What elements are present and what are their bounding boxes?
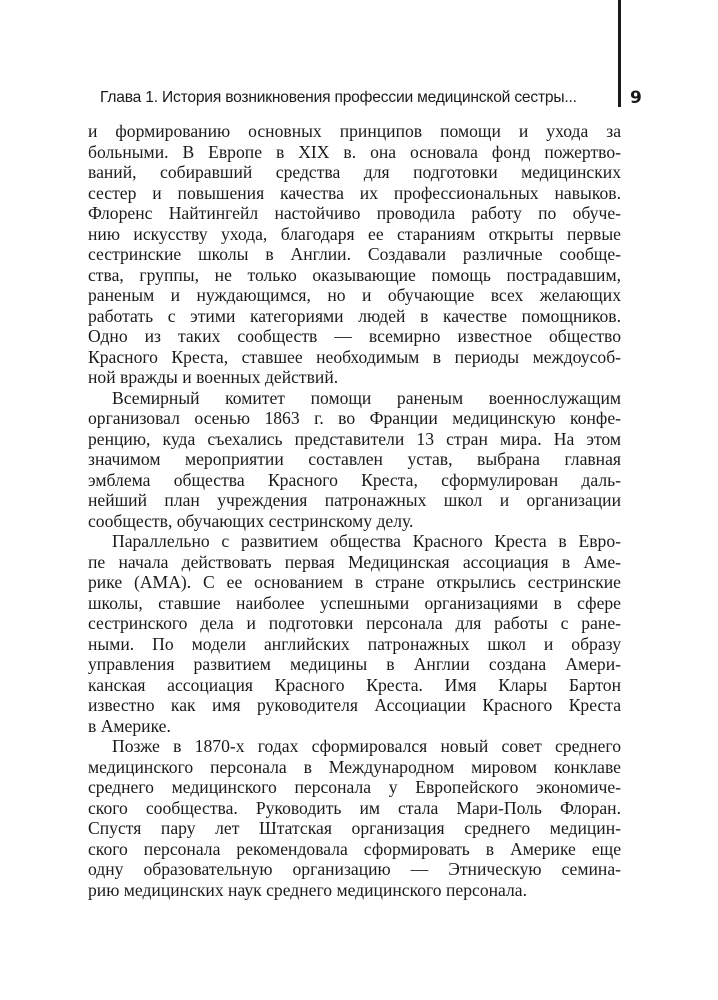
text-line: больными. В Европе в XIX в. она основала фонд пожертво- xyxy=(88,141,621,162)
text-line: Всемирный комитет помощи раненым военнослужащим xyxy=(112,387,621,408)
text-line: значимом мероприятии составлен устав, выбрана главная xyxy=(88,449,621,469)
text-line: ского персонала рекомендовала сформировать в Америке еще xyxy=(88,838,621,859)
text-line: одну образовательную организацию — Этническую семина- xyxy=(88,859,621,879)
text-line: организовал осенью 1863 г. во Франции медицинскую конфе- xyxy=(88,408,621,428)
text-line: эмблема общества Красного Креста, сформулирован даль- xyxy=(88,469,621,490)
header-vertical-rule xyxy=(618,0,621,107)
text-line: Одно из таких сообществ — всемирно известное общество xyxy=(88,326,621,346)
text-line: медицинского персонала в Международном мировом конклаве xyxy=(88,756,621,777)
text-line: известно как имя руководителя Ассоциации Красного Креста xyxy=(88,695,621,715)
text-line: ной вражды и военных действий. xyxy=(88,367,339,387)
text-line: рию медицинских наук среднего медицинского персонала. xyxy=(88,879,528,900)
text-line: Спустя пару лет Штатская организация среднего медицин- xyxy=(88,818,621,838)
running-title: Глава 1. История возникновения профессии медицинской сестры... xyxy=(100,89,577,106)
paragraph xyxy=(88,531,621,736)
text-line: рике (АМА). С ее основанием в стране открылись сестринские xyxy=(88,572,621,592)
text-line: нию искусству ухода, благодаря ее стараниям открыты первые xyxy=(88,223,621,244)
text-line: ства, группы, не только оказывающие помощь пострадавшим, xyxy=(88,264,621,285)
text-line: сестринского дела и подготовки персонала для работы с ране- xyxy=(88,613,621,633)
text-line: управления развитием медицины в Англии создана Амери- xyxy=(88,654,621,674)
text-line: раненым и нуждающимся, но и обучающие всех желающих xyxy=(88,285,621,305)
paragraph xyxy=(88,388,621,532)
text-line: работать с этими категориями людей в качестве помощников. xyxy=(88,305,621,326)
text-line: пе начала действовать первая Медицинская ассоциация в Аме- xyxy=(88,551,621,572)
text-line: ского сообщества. Руководить им стала Мари-Поль Флоран. xyxy=(88,797,621,818)
paragraph xyxy=(88,736,621,900)
running-header xyxy=(100,86,640,110)
text-line: сестринские школы в Англии. Создавали различные сообще- xyxy=(88,244,621,264)
body-text xyxy=(88,121,621,900)
text-line: нейший план учреждения патронажных школ и организации xyxy=(88,490,621,510)
text-line: сестер и повышения качества их профессиональных навыков. xyxy=(88,182,621,203)
text-line: Красного Креста, ставшее необходимым в периоды междоусоб- xyxy=(88,346,621,367)
text-line: в Америке. xyxy=(88,715,171,736)
page-number: 9 xyxy=(630,88,642,108)
text-line: ваний, собиравший средства для подготовки медицинских xyxy=(88,162,621,182)
paragraph xyxy=(88,121,621,388)
text-line: Флоренс Найтингейл настойчиво проводила работу по обуче- xyxy=(88,203,621,223)
text-line: и формированию основных принципов помощи и ухода за xyxy=(88,121,621,141)
text-line: ными. По модели английских патронажных школ и образу xyxy=(88,633,621,654)
text-line: школы, ставшие наиболее успешными организациями в сфере xyxy=(88,592,621,613)
text-line: Параллельно с развитием общества Красного Креста в Евро- xyxy=(112,531,621,551)
text-line: канская ассоциация Красного Креста. Имя Клары Бартон xyxy=(88,674,621,695)
text-line: ренцию, куда съехались представители 13 стран мира. На этом xyxy=(88,428,621,449)
text-line: сообществ, обучающих сестринскому делу. xyxy=(88,510,414,531)
text-line: среднего медицинского персонала у Европейского экономиче- xyxy=(88,777,621,797)
text-line: Позже в 1870-х годах сформировался новый совет среднего xyxy=(112,736,621,756)
